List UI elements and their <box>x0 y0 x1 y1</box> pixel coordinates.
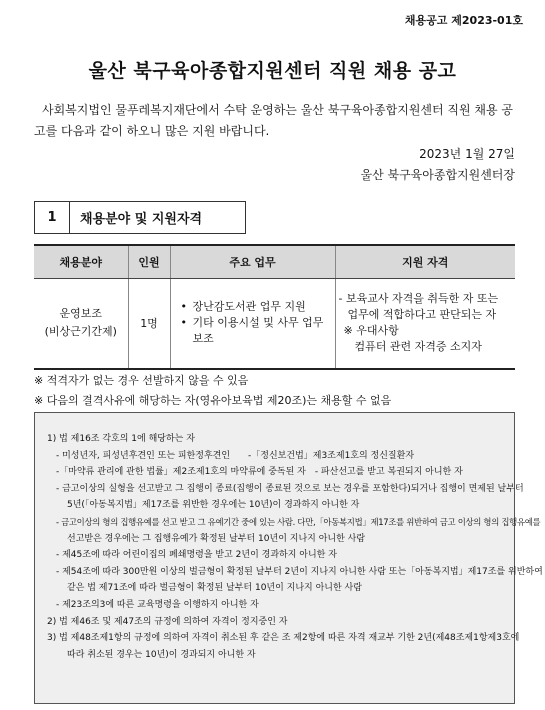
duty-list <box>171 299 335 347</box>
list-item: 2) 법 제46조 및 제47조의 규정에 의하여 자격이 정지중인 자 <box>47 616 288 627</box>
list-item: 3) 법 제48조제1항의 규정에 의하여 자격이 취소된 후 같은 조 제2항에 따른 자격 재교부 기한 2년(제48조제1항제3호에 <box>47 633 520 644</box>
table-header-row <box>34 245 515 278</box>
section-number: 1 <box>34 201 70 234</box>
header-field: 채용분야 <box>34 245 128 278</box>
note-disqualification: ※ 다음의 결격사유에 해당하는 자(영유아보육법 제20조)는 채용할 수 없음 <box>34 394 392 407</box>
table-row <box>34 278 515 369</box>
list-item: -「마약류 관리에 관한 법률」제2조제1호의 마약류에 중독된 자 - 파산선고를 받고 복권되지 아니한 자 <box>56 467 463 478</box>
header-count: 인원 <box>128 245 170 278</box>
list-item: - 금고이상의 실형을 선고받고 그 집행이 종료(집행이 종료된 것으로 보는 경우를 포함한다)되거나 집행이 면제된 날부터 <box>56 483 524 494</box>
header-duties: 주요 업무 <box>170 245 335 278</box>
disqualification-box <box>34 412 543 704</box>
field-name: 운영보조 <box>59 307 102 321</box>
cell-duties <box>170 278 335 369</box>
list-item: 따라 취소된 경우는 10년)이 경과되지 아니한 자 <box>67 649 256 660</box>
section-header <box>34 201 246 234</box>
list-item: - 미성년자, 피성년후견인 또는 피한정후견인 -「정신보건법」제3조제1호의 정신질환자 <box>56 450 415 461</box>
qualification-line: ※ 우대사항 <box>343 324 399 338</box>
issuing-organization: 울산 북구육아종합지원센터장 <box>360 168 515 182</box>
list-item: - 제23조의3에 따른 교육명령을 이행하지 아니한 자 <box>56 599 259 610</box>
qualification-line: 업무에 적합하다고 판단되는 자 <box>347 308 497 322</box>
list-item: 5년(「아동복지법」제17조를 위반한 경우에는 10년)이 경과하지 아니한 자 <box>67 500 360 511</box>
notice-date: 2023년 1월 27일 <box>419 147 515 161</box>
header-qualification: 지원 자격 <box>335 245 515 278</box>
list-item: - 제54조에 따라 300만원 이상의 벌금형이 확정된 날부터 2년이 지나지 아니한 사람 또는「아동복지법」제17조를 위반하여 <box>56 566 543 577</box>
list-item: • 기타 이용시설 및 사무 업무 보조 <box>181 315 335 347</box>
qualification-line: - 보육교사 자격을 취득한 자 또는 <box>338 292 499 306</box>
intro-paragraph: 사회복지법인 물푸레복지재단에서 수탁 운영하는 울산 북구육아종합지원센터 직원 채용 공고를 다음과 같이 하오니 많은 지원 바랍니다. <box>34 103 514 138</box>
list-item: 선고받은 경우에는 그 집행유예가 확정된 날부터 10년이 지나지 아니한 사람 <box>67 533 366 544</box>
list-item: 같은 법 제71조에 따라 벌금형이 확정된 날부터 10년이 지나지 아니한 사람 <box>67 583 362 594</box>
list-item: - 제45조에 따라 어린이집의 폐쇄명령을 받고 2년이 경과하지 아니한 자 <box>56 550 337 561</box>
cell-count: 1명 <box>128 278 170 369</box>
notice-number: 채용공고 제2023-01호 <box>404 14 523 27</box>
cell-field <box>34 278 128 369</box>
list-item: 1) 법 제16조 각호의 1에 해당하는 자 <box>47 434 195 444</box>
section-title: 채용분야 및 지원자격 <box>70 201 246 234</box>
note-no-candidate: ※ 적격자가 없는 경우 선발하지 않을 수 있음 <box>34 374 249 387</box>
cell-qualification <box>335 278 515 369</box>
recruitment-table <box>34 244 515 370</box>
qualification-list <box>336 291 516 355</box>
list-item: • 장난감도서관 업무 지원 <box>181 299 335 315</box>
page-title: 울산 북구육아종합지원센터 직원 채용 공고 <box>88 60 457 82</box>
qualification-line: 컴퓨터 관련 자격증 소지자 <box>354 340 482 354</box>
field-type: (비상근기간제) <box>44 325 117 339</box>
list-item: - 금고이상의 형의 집행유예를 선고 받고 그 유예기간 중에 있는 사람. 다만,「아동복지법」제17조를 위반하여 금고 이상의 형의 집행유예를 <box>56 516 541 527</box>
